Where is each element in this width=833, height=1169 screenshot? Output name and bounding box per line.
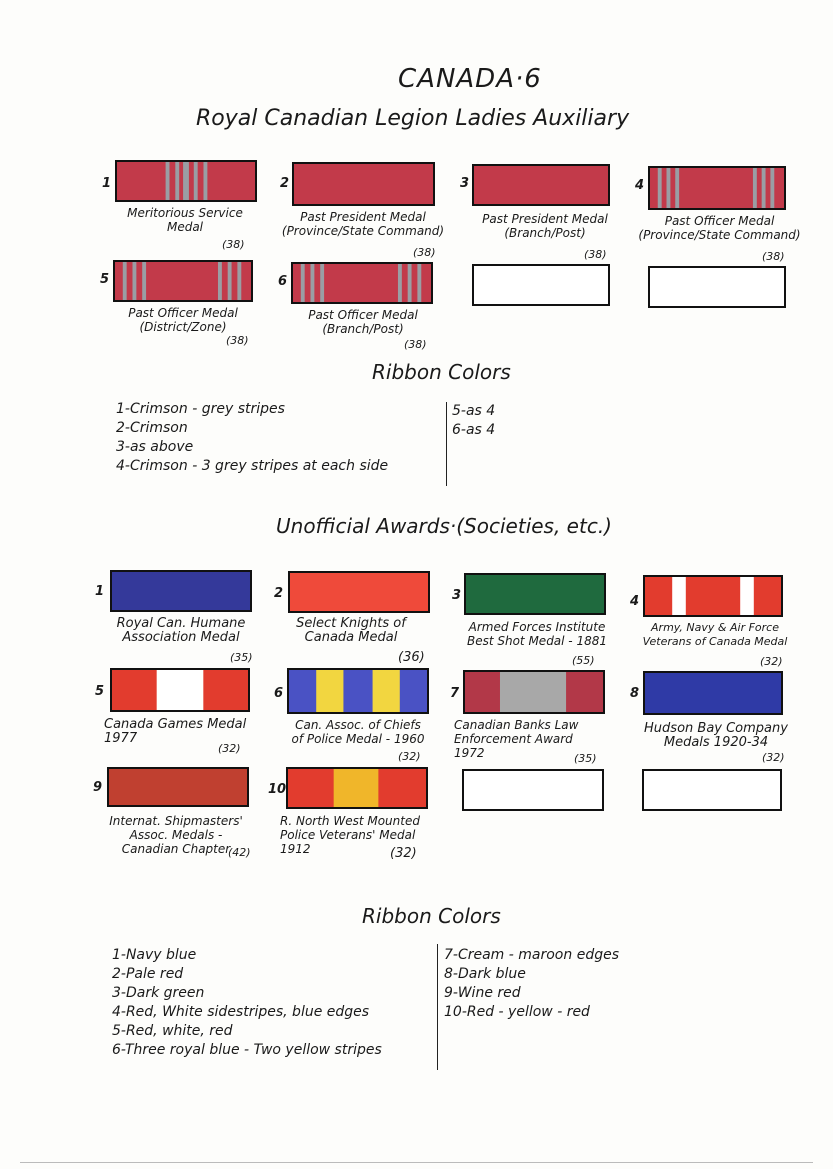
ribbon-label [96,617,266,645]
ribbon-label-line: Past President Medal [300,210,426,224]
key-entry: 3-Dark green [112,985,205,1001]
ribbon-number: 1 [95,584,105,599]
key-entry: 9-Wine red [444,985,521,1001]
ribbon-label-line: Army, Navy & Air Force [651,621,779,634]
ribbon-label [98,306,268,334]
ribbon-reference: (35) [230,651,253,664]
ribbon-colors-key-left [112,946,382,1060]
ribbon-number: 5 [95,684,105,699]
ribbon-label-line: Royal Can. Humane [116,616,246,631]
key-entry: 5-as 4 [452,403,496,419]
ribbon-reference: (36) [398,650,425,665]
ribbon-label-line: R. North West Mounted [280,814,420,828]
key-entry: 2-Pale red [112,966,184,982]
ribbon-colors-key-right [452,402,495,440]
ribbon-label-line: Enforcement Award [454,732,573,746]
empty-ribbon-slot [472,264,610,306]
ribbon-meritorious-service [117,162,255,200]
ribbon-swatch [115,160,257,202]
ribbon-label [276,617,426,645]
ribbon-reference: (38) [762,250,785,263]
ribbon-colors-key-right [444,946,619,1022]
ribbon-label [632,214,807,242]
ribbon-reference: (38) [222,238,245,251]
ribbon-label-line: Medals 1920-34 [663,735,769,750]
ribbon-reference: (55) [572,654,595,667]
ribbon-reference: (38) [584,248,607,261]
ribbon-reference: (32) [762,751,785,764]
column-divider [446,402,447,486]
ribbon-label-line: 1977 [104,731,138,746]
ribbon-number: 4 [635,178,645,193]
ribbon-number: 1 [102,176,112,191]
ribbon-swatch [643,575,783,617]
key-entry: 2-Crimson [116,420,188,436]
ribbon-label [636,722,796,750]
section-heading: Unofficial Awards·(Societies, etc.) [276,514,612,538]
ribbon-label [278,718,438,746]
column-divider [437,944,438,1070]
key-entry: 1-Navy blue [112,947,197,963]
ribbon-swatch [287,668,429,714]
ribbon-label [460,212,630,240]
ribbon-royal-can-humane [112,572,250,610]
ribbon-past-officer-district [115,262,251,300]
ribbon-label-line: (Branch/Post) [504,226,586,240]
ribbon-number: 2 [274,586,284,601]
ribbon-label-line: Hudson Bay Company [644,721,788,736]
ribbon-label [452,620,622,648]
ribbon-label-line: Past Officer Medal [308,308,418,322]
ribbon-label-line: (Province/State Command) [638,228,801,242]
key-entry: 10-Red - yellow - red [444,1004,590,1020]
ribbon-label-line: Past Officer Medal [664,214,775,228]
key-entry: 4-Red, White sidestripes, blue edges [112,1004,370,1020]
ribbon-label-line: Canada Games Medal [104,717,247,732]
ribbon-reference: (32) [398,750,421,763]
scan-edge-line [20,1162,813,1163]
ribbon-swatch [472,164,610,206]
ribbon-shipmasters [109,769,247,805]
ribbon-reference: (38) [226,334,249,347]
ribbon-swatch [288,571,430,613]
ribbon-past-president-province [294,164,433,204]
ribbon-colors-heading: Ribbon Colors [372,360,511,384]
ribbon-swatch [113,260,253,302]
ribbon-label [278,308,448,336]
ribbon-armed-forces-institute [466,575,604,613]
ribbon-label-line: Police Veterans' Medal [280,828,416,842]
ribbon-past-officer-province [650,168,784,208]
key-entry: 6-as 4 [452,422,496,438]
key-entry: 3-as above [116,439,194,455]
ribbon-past-officer-branch [293,264,431,302]
ribbon-swatch [107,767,249,807]
ribbon-reference: (32) [218,742,241,755]
ribbon-label-line: Canadian Chapter [121,842,231,856]
ribbon-colors-key-left [116,400,388,476]
ribbon-label-line: Past Officer Medal [128,306,238,320]
ribbon-rnwmp-veterans [288,769,426,807]
ribbon-reference: (38) [413,246,436,259]
ribbon-label-line: Canada Medal [304,630,398,645]
ribbon-number: 10 [268,782,287,797]
ribbon-label-line: Meritorious Service [127,206,243,220]
ribbon-past-president-branch [474,166,608,204]
key-entry: 6-Three royal blue - Two yellow stripes [112,1042,382,1058]
ribbon-number: 9 [93,780,103,795]
ribbon-label-line: Canadian Banks Law [454,718,579,732]
ribbon-label [278,210,448,238]
ribbon-swatch [643,671,783,715]
ribbon-label-line: Internat. Shipmasters' [109,814,243,828]
ribbon-label-line: Past President Medal [482,212,608,226]
ribbon-number: 5 [100,272,110,287]
key-entry: 7-Cream - maroon edges [444,947,619,963]
ribbon-label-line: 1972 [454,746,485,760]
ribbon-number: 3 [460,176,470,191]
ribbon-reference: (32) [390,846,417,861]
ribbon-swatch [291,262,433,304]
ribbon-label-line: (Province/State Command) [281,224,445,238]
ribbon-label-line: Medal [166,220,204,234]
key-entry: 4-Crimson - 3 grey stripes at each side [116,458,389,474]
ribbon-swatch [110,668,250,712]
ribbon-number: 3 [452,588,462,603]
ribbon-swatch [463,670,605,714]
ribbon-reference: (35) [574,752,597,765]
ribbon-colors-heading: Ribbon Colors [362,904,501,928]
ribbon-number: 4 [630,594,640,609]
ribbon-label-line: Armed Forces Institute [468,620,606,634]
ribbon-label-line: 1912 [280,842,311,856]
ribbon-army-navy-airforce [645,577,781,615]
key-entry: 5-Red, white, red [112,1023,233,1039]
ribbon-number: 6 [278,274,288,289]
ribbon-chiefs-of-police [289,670,427,712]
ribbon-label [100,206,270,234]
ribbon-number: 7 [450,686,460,701]
page-title: CANADA·6 [398,64,542,94]
ribbon-hudson-bay [645,673,781,713]
ribbon-swatch [292,162,435,206]
empty-ribbon-slot [642,769,782,811]
ribbon-swatch [648,166,786,210]
ribbon-reference: (38) [404,338,427,351]
ribbon-label-line: (Branch/Post) [322,322,404,336]
ribbon-number: 6 [274,686,284,701]
ribbon-swatch [110,570,252,612]
empty-ribbon-slot [648,266,786,308]
ribbon-reference: (42) [228,846,251,859]
ribbon-label [630,621,800,649]
key-entry: 8-Dark blue [444,966,526,982]
empty-ribbon-slot [462,769,604,811]
ribbon-label-line: Veterans of Canada Medal [642,635,788,648]
ribbon-label-line: (District/Zone) [139,320,227,334]
ribbon-swatch [286,767,428,809]
ribbon-canada-games [112,670,248,710]
ribbon-reference: (32) [760,655,783,668]
ribbon-swatch [464,573,606,615]
ribbon-number: 8 [630,686,640,701]
page-subtitle: Royal Canadian Legion Ladies Auxiliary [196,106,630,131]
ribbon-label-line: Association Medal [122,630,240,645]
ribbon-label-line: Can. Assoc. of Chiefs [295,718,421,732]
key-entry: 1-Crimson - grey stripes [116,401,285,417]
ribbon-label-line: Assoc. Medals - [129,828,223,842]
ribbon-label-line: of Police Medal - 1960 [291,732,425,746]
ribbon-select-knights [290,573,428,611]
ribbon-number: 2 [280,176,290,191]
ribbon-label-line: Best Shot Medal - 1881 [466,634,607,648]
ribbon-canadian-banks [465,672,603,712]
ribbon-label-line: Select Knights of [296,616,406,631]
